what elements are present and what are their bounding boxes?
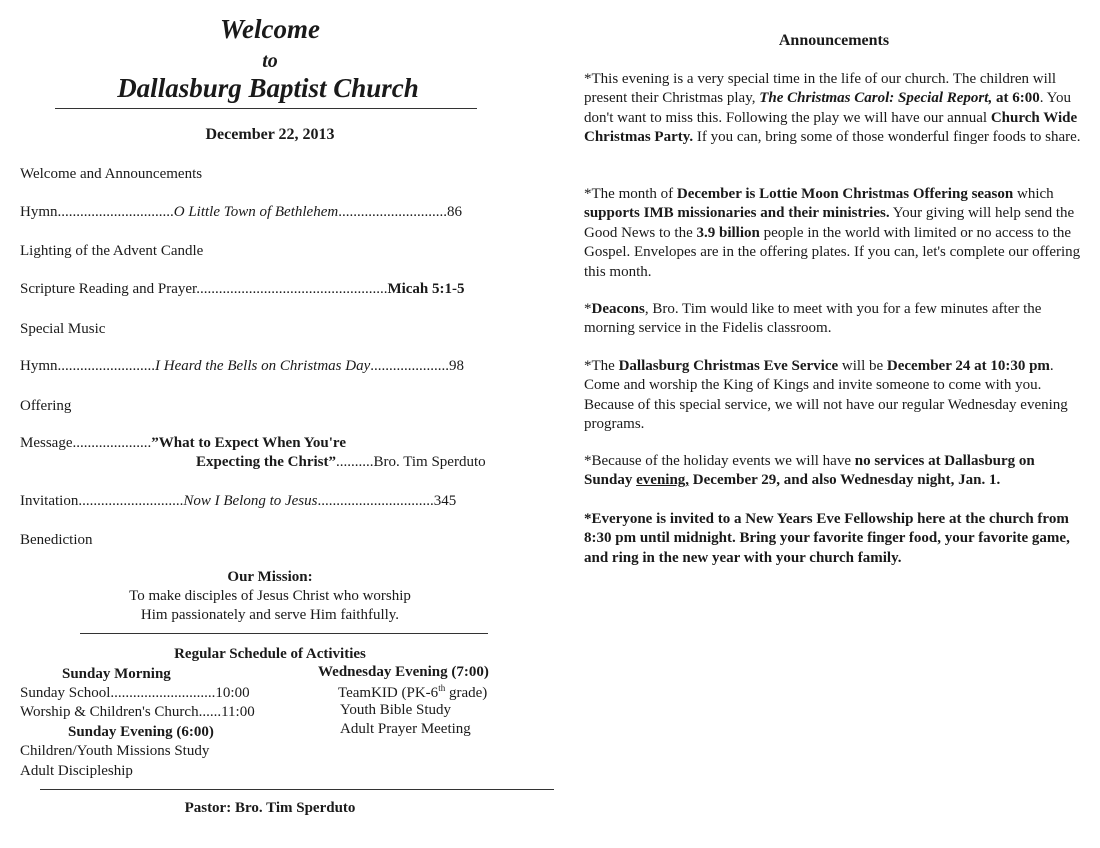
announcement-text: *The month of xyxy=(584,186,677,202)
invitation-number: 345 xyxy=(433,493,457,509)
announcement-new-years-eve xyxy=(584,510,1084,568)
invitation-title: Now I Belong to Jesus xyxy=(183,493,318,509)
sunday-school-row xyxy=(20,685,250,702)
youth-bible-study-item: Youth Bible Study xyxy=(340,702,452,718)
service-date: December 22, 2013 xyxy=(205,126,335,143)
to-heading: to xyxy=(262,50,278,72)
leader-dots: .......... xyxy=(336,454,374,470)
message-label: Message xyxy=(20,435,73,451)
leader-dots: ............................... xyxy=(317,493,434,509)
people-count: 3.9 billion xyxy=(696,224,760,241)
worship-row xyxy=(20,704,255,721)
message-title: ”What to Expect When You're xyxy=(151,435,346,451)
announcement-text: which xyxy=(1013,186,1054,202)
order-welcome-announcements: Welcome and Announcements xyxy=(20,166,203,182)
schedule-heading: Regular Schedule of Activities xyxy=(174,646,366,662)
leader-dots: ..................... xyxy=(370,358,450,374)
activity-name: Worship & Children's Church xyxy=(20,704,199,720)
announcement-text: . Come and worship the King of Kings and invite someone to come with you. Because of this special service, we will not have our regular Wednesday evening programs. xyxy=(584,358,1068,433)
order-message-line-2 xyxy=(196,454,486,471)
order-invitation xyxy=(20,493,456,510)
hymn-number: 98 xyxy=(449,358,465,374)
hymn-number: 86 xyxy=(446,204,462,220)
activity-time: 11:00 xyxy=(221,704,255,720)
announcement-text: * xyxy=(584,301,592,317)
church-name-heading: Dallasburg Baptist Church xyxy=(117,73,419,103)
play-title: The Christmas Carol: Special Report, xyxy=(759,90,993,107)
header-divider xyxy=(55,108,477,109)
mission-divider xyxy=(80,633,488,634)
announcement-text: *Everyone is invited to a New Years Eve Fellowship here at the church from 8:30 pm until midnight. Bring your favorite finger food, your favorite game, and ring in the new year with your church family. xyxy=(584,511,1070,566)
adult-prayer-item: Adult Prayer Meeting xyxy=(340,721,471,737)
leader-dots: ............................ xyxy=(110,685,216,701)
order-benediction: Benediction xyxy=(20,532,93,548)
scripture-reference: Micah 5:1-5 xyxy=(387,281,465,297)
pastor-name: Pastor: Bro. Tim Sperduto xyxy=(184,800,356,816)
leader-dots: ............................... xyxy=(57,204,174,220)
announcement-text: *The xyxy=(584,358,619,374)
order-special-music: Special Music xyxy=(20,321,106,337)
leader-dots: .......................... xyxy=(57,358,155,374)
deacons-label: Deacons xyxy=(591,301,645,317)
message-speaker: Bro. Tim Sperduto xyxy=(373,454,486,470)
mission-line-2: Him passionately and serve Him faithfully. xyxy=(140,607,400,623)
evening-emphasis: evening, xyxy=(636,472,690,489)
adult-discipleship-item: Adult Discipleship xyxy=(20,763,133,779)
mission-line-1: To make disciples of Jesus Christ who worship xyxy=(129,588,411,604)
scripture-label: Scripture Reading and Prayer xyxy=(20,281,197,297)
order-hymn-1 xyxy=(20,204,518,221)
announcements-panel xyxy=(556,0,1100,848)
hymn-label: Hymn xyxy=(20,358,58,374)
announcements-heading: Announcements xyxy=(778,32,890,49)
announcement-text: . You don't want to miss this. Following the play we will have our annual xyxy=(584,90,1071,126)
order-scripture xyxy=(20,281,465,298)
no-services-notice: no services at Dallasburg on Sunday xyxy=(584,453,1035,489)
party-name: Church Wide Christmas Party. xyxy=(584,109,1078,146)
leader-dots: ..................... xyxy=(72,435,152,451)
announcement-deacons xyxy=(584,300,1084,339)
leader-dots: ............................. xyxy=(338,204,447,220)
hymn-title: I Heard the Bells on Christmas Day xyxy=(155,358,371,374)
announcement-text: *Because of the holiday events we will have xyxy=(584,453,855,469)
announcement-lottie-moon xyxy=(584,185,1084,282)
order-offering: Offering xyxy=(20,398,72,414)
order-hymn-2 xyxy=(20,358,464,375)
announcement-christmas-eve xyxy=(584,357,1084,435)
teamkid-text-end: grade) xyxy=(445,685,488,701)
ordinal-suffix: th xyxy=(438,683,446,693)
activity-time: 10:00 xyxy=(215,685,250,701)
announcement-text: *This evening is a very special time in the life of our church. The children will present their Christmas play, xyxy=(584,71,1057,107)
announcement-text: , Bro. Tim would like to meet with you for a few minutes after the morning service in the Fidelis classroom. xyxy=(584,301,1042,337)
service-datetime: December 24 at 10:30 pm xyxy=(886,358,1050,374)
announcement-christmas-play xyxy=(584,70,1084,148)
offering-season: December is Lottie Moon Christmas Offering season xyxy=(676,186,1014,202)
welcome-heading: Welcome xyxy=(220,14,320,44)
sunday-morning-heading: Sunday Morning xyxy=(62,666,171,682)
leader-dots: ............................ xyxy=(78,493,184,509)
no-services-dates: December 29, and also Wednesday night, Jan. 1. xyxy=(689,472,1001,489)
leader-dots: ................................................... xyxy=(196,281,388,297)
announcement-text: will be xyxy=(838,358,887,374)
announcement-text: Your giving will help send the Good News to the xyxy=(584,205,1075,241)
activity-name: Sunday School xyxy=(20,685,111,701)
footer-divider xyxy=(40,789,554,790)
imb-support: supports IMB missionaries and their ministries. xyxy=(584,205,890,222)
wednesday-evening-heading: Wednesday Evening (7:00) xyxy=(318,664,489,680)
order-advent-candle: Lighting of the Advent Candle xyxy=(20,243,204,259)
announcement-no-services xyxy=(584,452,1084,491)
service-name: Dallasburg Christmas Eve Service xyxy=(618,358,839,374)
announcement-text: people in the world with limited or no access to the Gospel. Envelopes are in the offering plates. If you can, let's complete our offering this month. xyxy=(584,224,1081,280)
teamkid-item xyxy=(338,683,487,702)
teamkid-text: TeamKID (PK-6 xyxy=(338,685,439,701)
leader-dots: ...... xyxy=(198,704,222,720)
order-message xyxy=(20,435,346,452)
missions-study-item: Children/Youth Missions Study xyxy=(20,743,210,759)
invitation-label: Invitation xyxy=(20,493,79,509)
sunday-evening-heading: Sunday Evening (6:00) xyxy=(68,724,214,740)
announcement-text: If you can, bring some of those wonderful finger foods to share. xyxy=(693,129,1081,146)
message-title-cont: Expecting the Christ” xyxy=(196,454,336,470)
hymn-label: Hymn xyxy=(20,204,58,220)
mission-heading: Our Mission: xyxy=(227,569,313,585)
hymn-title: O Little Town of Bethlehem xyxy=(173,204,339,220)
play-time: at 6:00 xyxy=(992,90,1040,107)
